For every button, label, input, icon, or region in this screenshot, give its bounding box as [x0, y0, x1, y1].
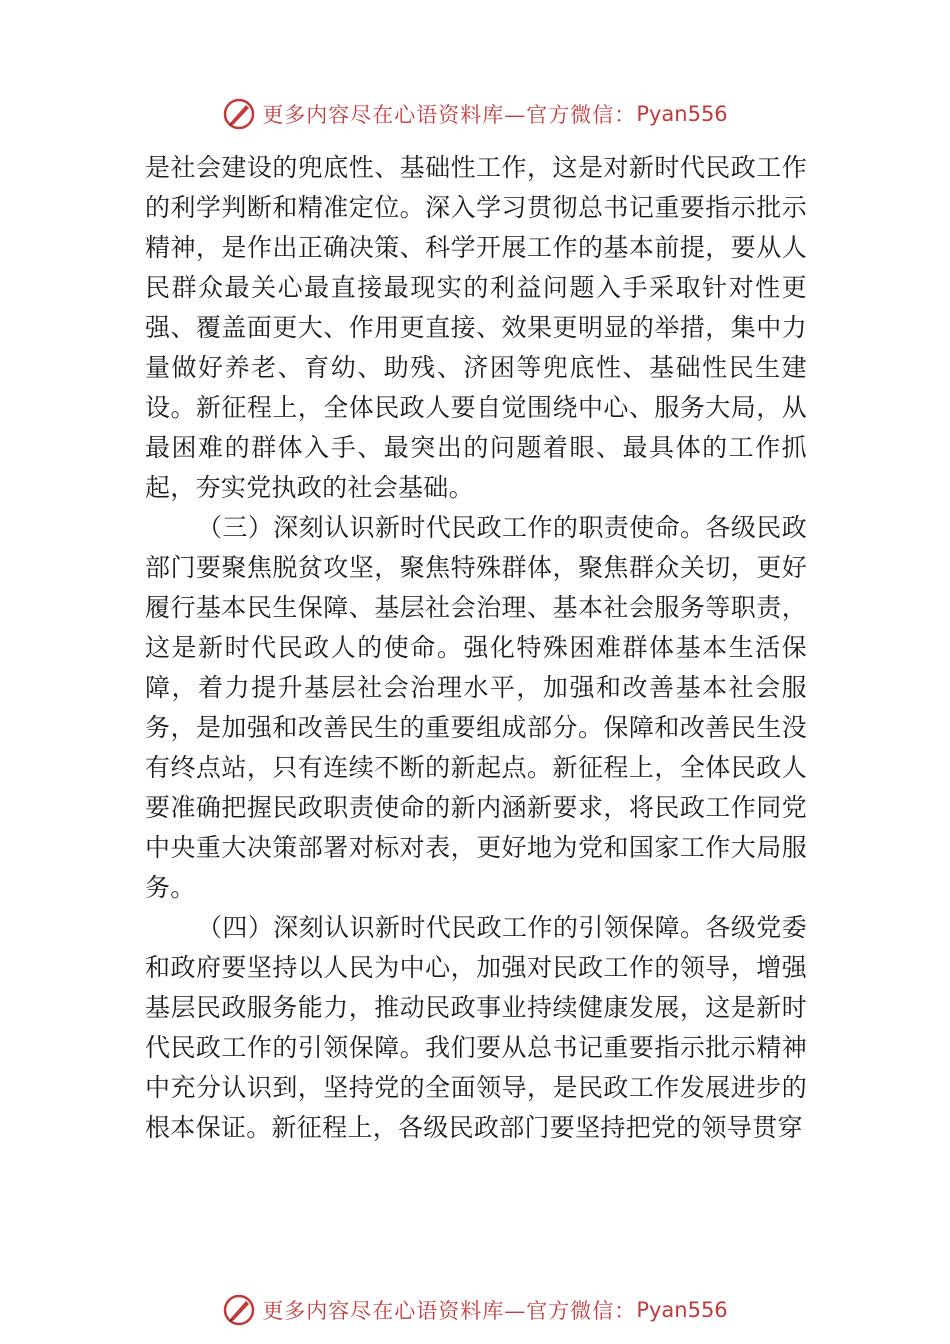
header-banner-text: 更多内容尽在心语资料库—官方微信： [262, 103, 637, 127]
footer-banner-text: 更多内容尽在心语资料库—官方微信： [262, 1299, 637, 1323]
pen-seal-logo-icon [222, 97, 256, 131]
paragraph-continuation: 是社会建设的兜底性、基础性工作，这是对新时代民政工作的利学判断和精准定位。深入学习贯彻总书记重要指示批示精神，是作出正确决策、科学开展工作的基本前提，要从人民群众最关心最直接最现实的利益问题入手采取针对性更强、覆盖面更大、作用更直接、效果更明显的举措，集中力量做好养老、育幼、助残、济困等兜底性、基础性民生建设。新征程上，全体民政人要自觉围绕中心、服务大局，从最困难的群体入手、最突出的问题着眼、最具体的工作抓起，夯实党执政的社会基础。 [145, 153, 807, 502]
header-banner [0, 94, 950, 134]
paragraph-section-four: （四）深刻认识新时代民政工作的引领保障。各级党委和政府要坚持以人民为中心，加强对民政工作的领导，增强基层民政服务能力，推动民政事业持续健康发展，这是新时代民政工作的引领保障。我们要从总书记重要指示批示精神中充分认识到，坚持党的全面领导，是民政工作发展进步的根本保证。新征程上，各级民政部门要坚持把党的领导贯穿 [145, 913, 807, 1142]
pen-seal-logo-icon [222, 1293, 256, 1327]
header-banner-wechat-id: Pyan556 [636, 102, 728, 126]
footer-banner-wechat-id: Pyan556 [636, 1298, 728, 1322]
paragraph-section-three: （三）深刻认识新时代民政工作的职责使命。各级民政部门要聚焦脱贫攻坚，聚焦特殊群体，聚焦群众关切，更好履行基本民生保障、基层社会治理、基本社会服务等职责，这是新时代民政人的使命。强化特殊困难群体基本生活保障，着力提升基层社会治理水平，加强和改善基本社会服务，是加强和改善民生的重要组成部分。保障和改善民生没有终点站，只有连续不断的新起点。新征程上，全体民政人要准确把握民政职责使命的新内涵新要求，将民政工作同党中央重大决策部署对标对表，更好地为党和国家工作大局服务。 [145, 513, 807, 902]
document-body [145, 148, 807, 1148]
footer-banner [0, 1290, 950, 1330]
